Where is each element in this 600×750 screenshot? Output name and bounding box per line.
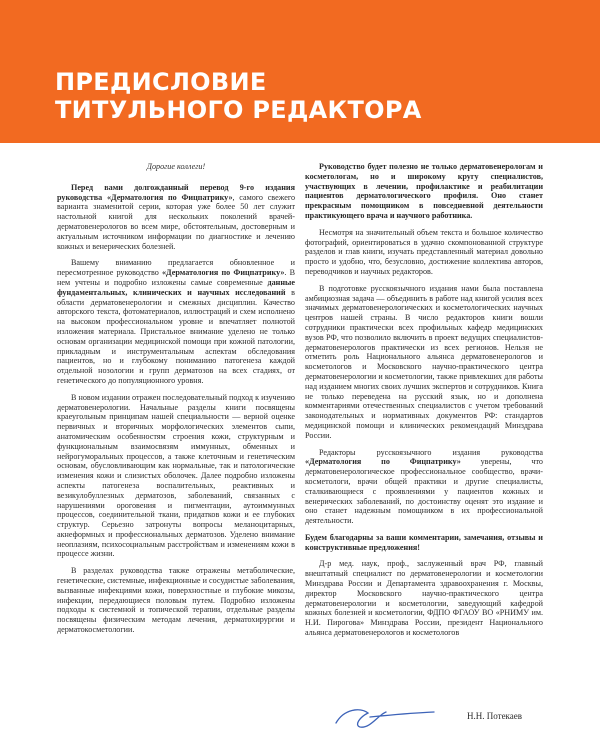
left-column (57, 162, 295, 642)
usefulness-bold: Руководство будет полезно не только дерматовенерологам и косметологам, но и широкому кругу специалистов, участвующих в лечении, профилактике и реабилитации пациентов дерматологического профиля. Оно станет прекрасным помощником в повседневной деятельности практикующего врача и научного работника. (305, 162, 543, 220)
attention-research: данные фундаментальных, клинических и научных исследований (57, 277, 295, 297)
greeting: Дорогие коллеги! (146, 162, 206, 171)
paragraph-sections: В разделах руководства также отражены метаболические, генетические, системные, инфекционные и сосудистые заболевания, вызванные инфекциями кожи, поверхностные и глубокие микозы, инфекции, передающиеся половым путем. Подробно изложены подходы к системной и топической терапии, отдельные разделы посвящены физическим методам лечения, дерматохирургии и дерматокосметологии. (57, 566, 295, 635)
paragraph-thanks (305, 533, 543, 553)
thanks-bold: Будем благодарны за ваши комментарии, замечания, отзывы и конструктивные предложения! (305, 532, 543, 552)
title-line-1: ПРЕДИСЛОВИЕ (55, 68, 267, 96)
editors-book-title: «Дерматология по Фицпатрику» (305, 457, 461, 467)
attention-c: . В нем учтены и подробно изложены самые современные (57, 268, 296, 287)
paragraph-usefulness (305, 162, 543, 221)
editors-c: уверены, что дерматовенерологическое профессиональное сообщество, врачи-косметологи, врачи общей практики и другие специалисты, сталкивающиеся с проявлениями у пациентов кожных и венерических заболеваний, по достоинству оценят это издание и оно станет надежным помощником в их профессиональной деятельности. (305, 457, 543, 526)
paragraph-structure: Несмотря на значительный объем текста и большое количество фотографий, ориентироваться в удачно скомпонованной структуре разделов и глав книги, изучать представленный материал довольно просто и удобно, что, безусловно, достижение коллектива авторов, переводчиков и научных редакторов. (305, 227, 543, 276)
signature-row (330, 703, 600, 733)
editors-a: Редакторы русскоязычного издания руководства (319, 447, 543, 457)
title-line-2: ТИТУЛЬНОГО РЕДАКТОРА (55, 96, 422, 124)
attention-book-title: «Дерматология по Фицпатрику» (161, 268, 285, 278)
attention-a: Вашему вниманию предлагается обновленное и пересмотренное руководство (57, 258, 295, 278)
paragraph-intro (57, 183, 295, 252)
signer-name: Н.Н. Потекаев (467, 711, 523, 721)
right-column (305, 162, 543, 645)
paragraph-new-edition: В новом издании отражен последовательный подход к изучению дерматовенерологии. Начальные разделы книги посвящены краеугольным принципам нашей специальности — верной оценке первичных и вторичных морфологических элементов сыпи, анатомическим особенностям строения кожи, структурным и функциональным взаимосвязям иммунных, обменных и нейрогуморальных процессов, а также клеточным и генетическим основам, обусловливающим как нормальные, так и патологические изменения кожи и слизистых оболочек. Далее подробно изложены аспекты патогенеза воспалительных, реактивных и везикулобуллезных дерматозов, заболеваний, связанных с нарушениями ороговения и пигментации, аутоиммунных процессов, соединительной ткани, придатков кожи и ее глубоких структур. Серьезно затронуты вопросы меланоцитарных, акнеформных и профессиональных дерматозов. Уделено внимание неоплазиям, психосоциальным расстройствам и изменениям кожи в процессе жизни. (57, 392, 295, 559)
author-credentials: Д-р мед. наук, проф., заслуженный врач РФ, главный внештатный специалист по дерматовенерологии и косметологии Минздрава России и Департамента здравоохранения г. Москвы, директор Московского научно-практического центра дерматовенерологии и косметологии, заведующий кафедрой кожных болезней и косметологии, ФДПО ФГАОУ ВО «РНИМУ им. Н.И. Пирогова» Минздрава России, президент Национального альянса дерматовенерологов и косметологов (305, 559, 543, 638)
paragraph-preparation: В подготовке русскоязычного издания нами была поставлена амбициозная задача — объединить в работе над книгой усилия всех значимых дерматовенерологических и косметологических научных центров нашей страны. В число редакторов книги вошли сотрудники практически всех профильных кафедр медицинских вузов РФ, что позволило включить в проект ведущих специалистов-дерматовенерологов практически из всех регионов. Нельзя не отметить роль Национального альянса дерматовенерологов и косметологов и Московского научно-практического центра дерматовенерологии и косметологии, также привлекших для работы над изданием многих своих лучших экспертов и сотрудников. Книга не только переведена на русский язык, но и дополнена комментариями отечественных специалистов с учетом требований законодательных и нормативных документов РФ: стандартов медицинской помощи и клинических рекомендаций Минздрава России. (305, 283, 543, 440)
page-title (55, 68, 422, 124)
intro-bold: Перед вами долгожданный перевод 9-го издания руководства «Дерматология по Фицпатрику» (57, 182, 295, 202)
paragraph-editors (305, 448, 543, 526)
intro-rest: , самого свежего варианта знаменитой серии, которая уже более 50 лет служит настольной книгой для нескольких поколений врачей-дерматовенерологов во всем мире, обстоятельным, достоверным и актуальным источником информации по диагностике и лечению кожных и венерических болезней. (57, 192, 296, 251)
paragraph-attention (57, 258, 295, 385)
attention-e: в области дерматовенерологии и смежных дисциплин. Качество авторского текста, фотоматериалов, иллюстраций и схем исполнено на высоком профессиональном уровне и впечатляет полнотой изложения материала. Пристальное внимание уделено не только основам организации медицинской помощи при кожной патологии, прикладным и инструментальным аспектам обследования пациентов, но и глубокому пониманию патогенеза каждой отдельной нозологии и групп дерматозов на всех стадиях, от генетического до популяционного уровня. (57, 287, 295, 385)
handwritten-signature (330, 703, 440, 733)
title-banner (0, 0, 600, 143)
